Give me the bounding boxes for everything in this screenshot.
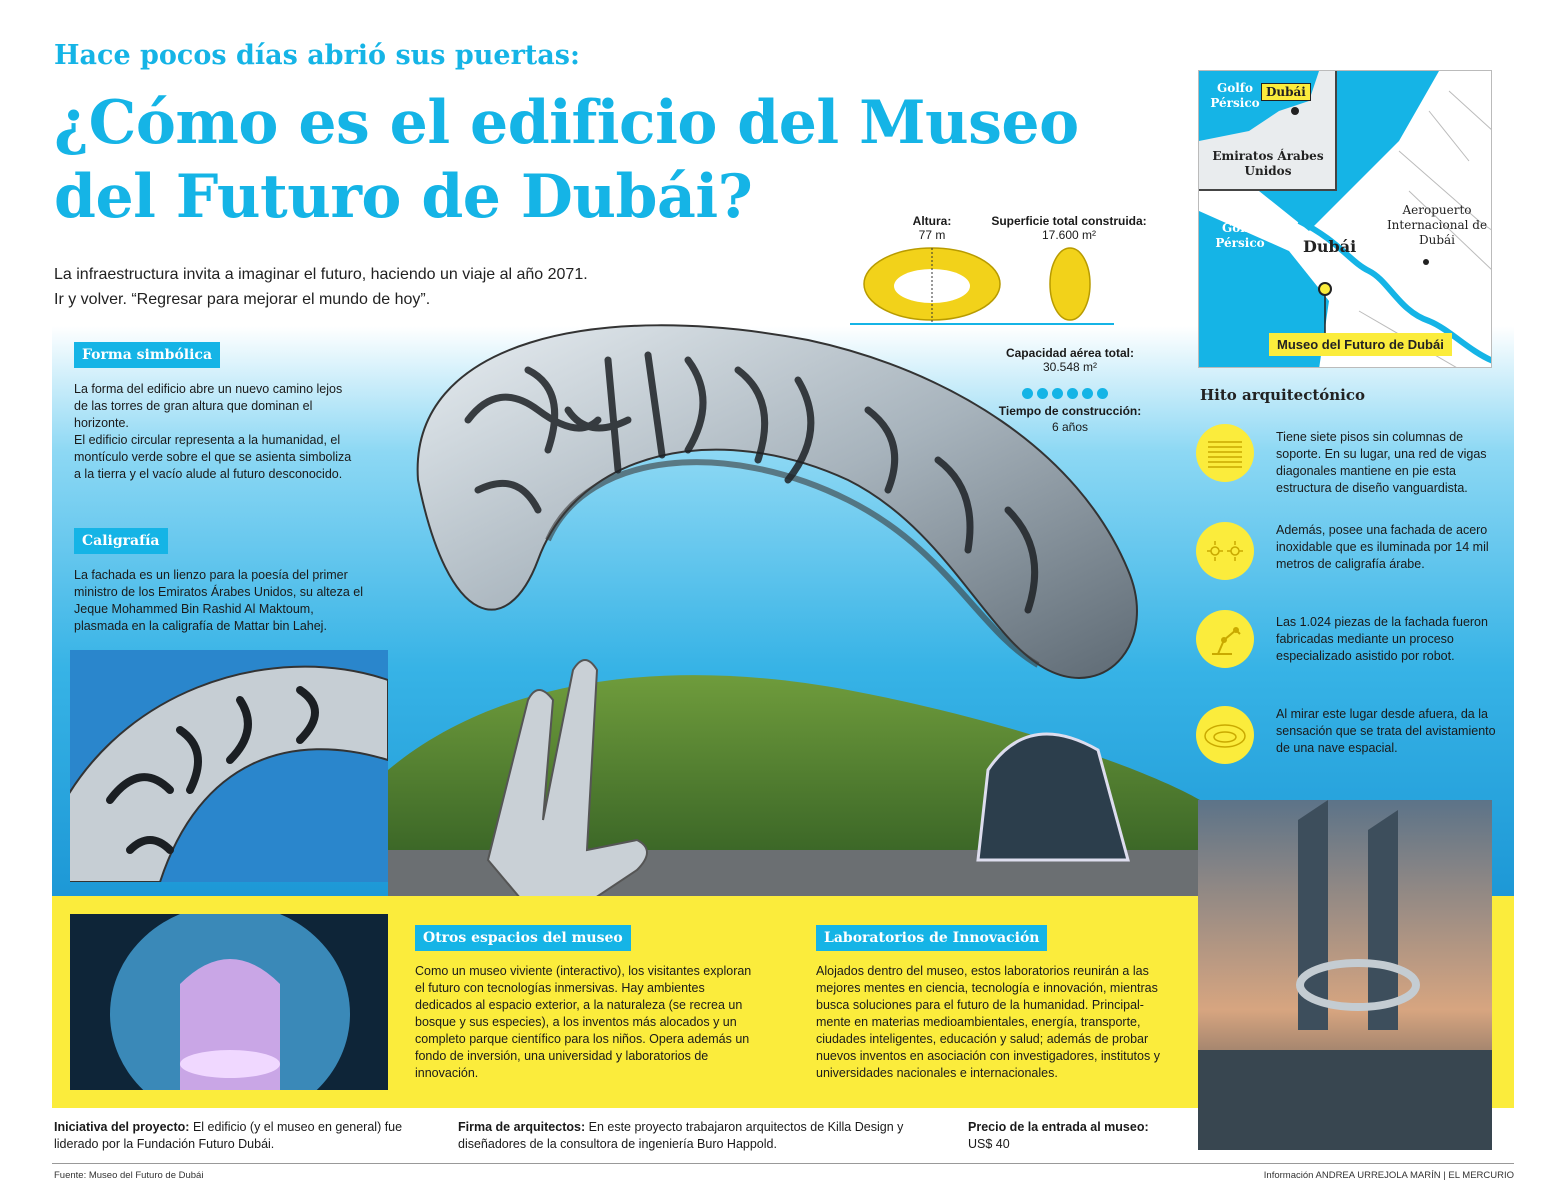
- footer-firma: [458, 1119, 948, 1153]
- night-skyline-photo: [1198, 800, 1492, 1150]
- footer-rule: [52, 1163, 1514, 1164]
- credit: Información ANDREA URREJOLA MARÍN | EL MERCURIO: [1263, 1170, 1514, 1181]
- map-dubai-city: Dubái: [1303, 237, 1357, 256]
- interior-photo: [70, 914, 388, 1090]
- intro-line-2: Ir y volver. “Regresar para mejorar el mundo de hoy”.: [54, 291, 431, 308]
- building-dimensions-diagram: [850, 244, 1114, 328]
- altura-value: 77 m: [918, 228, 946, 242]
- source: Fuente: Museo del Futuro de Dubái: [54, 1170, 204, 1181]
- hito-item-2-text: Además, posee una fachada de acero inoxidable que es iluminada por 14 mil metros de caligrafía árabe.: [1276, 523, 1489, 571]
- construction-years-dots: [1022, 388, 1122, 400]
- firma-text: En este proyecto trabajaron arquitectos de Killa Design y diseñadores de la consultora de ingeniería Buro Happold.: [458, 1120, 904, 1151]
- footer-iniciativa: [54, 1119, 434, 1153]
- labs-title: Laboratorios de Innovación: [816, 925, 1047, 951]
- map-museo-label: Museo del Futuro de Dubái: [1269, 333, 1452, 356]
- precio-label: Precio de la entrada al museo:: [968, 1120, 1149, 1134]
- spaceship-icon: [1196, 706, 1254, 764]
- tiempo-value: 6 años: [1051, 420, 1089, 434]
- iniciativa-label: Iniciativa del proyecto:: [54, 1120, 190, 1134]
- capacidad-value: 30.548 m²: [1042, 360, 1098, 374]
- forma-p1: La forma del edificio abre un nuevo camino lejos de las torres de gran altura que dominan el horizonte.: [74, 382, 343, 430]
- museum-marker-icon: [1315, 279, 1335, 339]
- kicker: Hace pocos días abrió sus puertas:: [54, 40, 580, 71]
- airport-marker-icon: [1421, 257, 1431, 267]
- lights-icon: [1196, 522, 1254, 580]
- tiempo-label: Tiempo de construcción:: [998, 404, 1142, 418]
- year-dot: [1082, 388, 1093, 399]
- superficie-label: Superficie total construida:: [991, 214, 1147, 228]
- firma-label: Firma de arquitectos:: [458, 1120, 586, 1134]
- year-dot: [1037, 388, 1048, 399]
- year-dot: [1052, 388, 1063, 399]
- otros-text: Como un museo viviente (interactivo), los visitantes exploran el futuro con tecnologías inmersivas. Hay ambientes dedicados al espacio exterior, a la naturaleza (se recrea un bosque y sus especies), a los inventos más alocados y un completo parque científico para los niños. Opera además un fondo de inversión, una universidad y laboratorios de innovación.: [415, 964, 752, 1080]
- ring-detail-photo: [70, 650, 388, 882]
- altura-label: Altura:: [912, 214, 952, 228]
- precio-value: US$ 40: [968, 1137, 1010, 1151]
- robot-arm-icon: [1196, 610, 1254, 668]
- labs-text: Alojados dentro del museo, estos laboratorios reunirán a las mejores mentes en ciencia, tecnología e innovación, mientras busca soluciones para el futuro de la humanidad. Principal- mente en materias medioambientales, energía, transporte, ciudades inteligentes, educación y salud; además de probar nuevos inventos en asociación con investigadores, institutos y universidades nacionales e internacionales.: [816, 964, 1160, 1080]
- hito-item-3-text: Las 1.024 piezas de la fachada fueron fabricadas mediante un proceso especializado asistido por robot.: [1276, 615, 1488, 663]
- superficie-value: 17.600 m²: [1041, 228, 1097, 242]
- hito-title: Hito arquitectónico: [1200, 386, 1366, 404]
- map-golfo-inset: Golfo Pérsico: [1210, 81, 1260, 110]
- hito-item-4-text: Al mirar este lugar desde afuera, da la sensación que se trata del avistamiento de una nave espacial.: [1276, 707, 1496, 755]
- capacidad-label: Capacidad aérea total:: [1005, 346, 1135, 360]
- iniciativa-text: El edificio (y el museo en general) fue liderado por la Fundación Futuro Dubái.: [54, 1120, 403, 1151]
- map-aeropuerto: Aeropuerto Internacional de Dubái: [1386, 203, 1488, 247]
- caligrafia-title: Caligrafía: [74, 528, 168, 554]
- location-map: [1198, 70, 1492, 368]
- map-golfo-main: Golfo Pérsico: [1215, 221, 1265, 250]
- forma-title: Forma simbólica: [74, 342, 220, 368]
- floors-icon: [1196, 424, 1254, 482]
- forma-text: [74, 381, 354, 483]
- caligrafia-text: La fachada es un lienzo para la poesía del primer ministro de los Emiratos Árabes Unidos, su alteza el Jeque Mohammed Bin Rashid Al Maktoum, plasmada en la caligrafía de Mattar bin Lahej.: [74, 568, 364, 633]
- footer-precio: [968, 1119, 1188, 1153]
- year-dot: [1097, 388, 1108, 399]
- otros-title: Otros espacios del museo: [415, 925, 631, 951]
- forma-p2: El edificio circular representa a la humanidad, el montículo verde sobre el que se asienta simboliza a la tierra y el vacío alude al futuro desconocido.: [74, 433, 352, 481]
- year-dot: [1067, 388, 1078, 399]
- intro-line-1: La infraestructura invita a imaginar el futuro, haciendo un viaje al año 2071.: [54, 266, 588, 283]
- map-emiratos: Emiratos Árabes Unidos: [1212, 149, 1324, 178]
- map-dubai-badge: Dubái: [1261, 83, 1311, 101]
- hito-item-1-text: Tiene siete pisos sin columnas de soporte. En su lugar, una red de vigas diagonales mantiene en pie esta estructura de diseño vanguardista.: [1276, 430, 1487, 495]
- year-dot: [1022, 388, 1033, 399]
- page-title: ¿Cómo es el edificio del Museo del Futuro de Dubái?: [54, 88, 1079, 232]
